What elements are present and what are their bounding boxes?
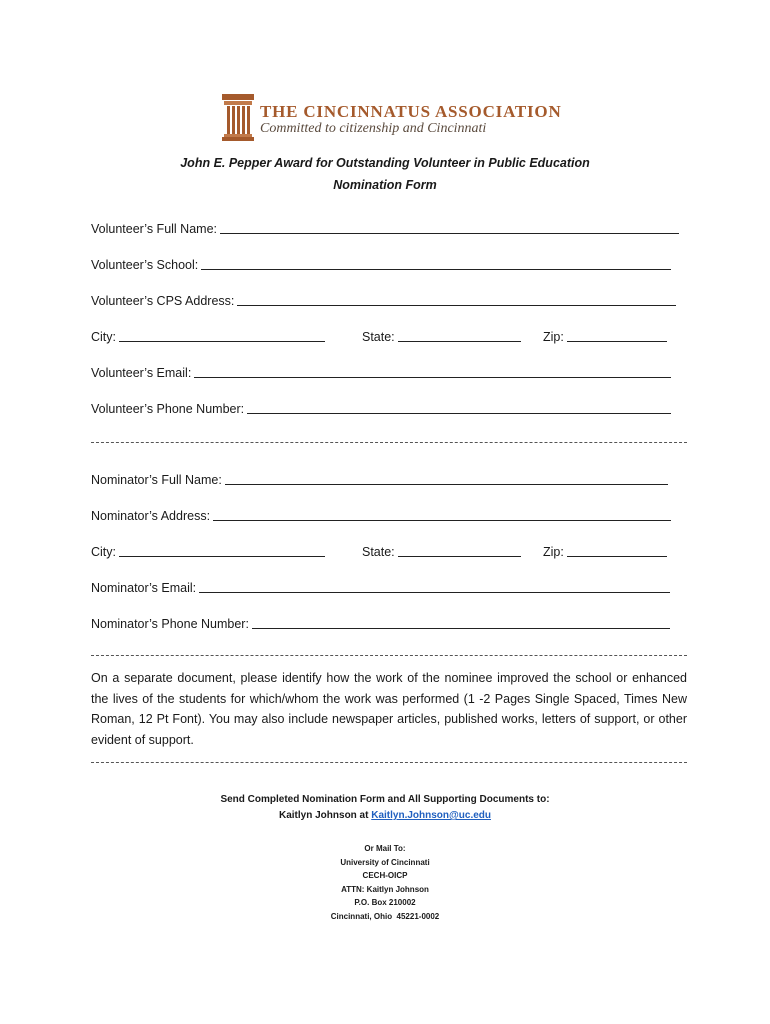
mail-heading: Or Mail To: — [364, 844, 406, 853]
nominator-address-row — [91, 505, 671, 523]
nominator-city-label: City: — [91, 545, 116, 559]
volunteer-full-name-row — [91, 218, 679, 236]
volunteer-phone-field[interactable] — [247, 401, 671, 414]
section-divider — [91, 762, 687, 763]
volunteer-city-row — [91, 326, 325, 344]
volunteer-address-field[interactable] — [237, 293, 676, 306]
mail-line: University of Cincinnati — [340, 857, 430, 867]
section-divider — [91, 655, 687, 656]
volunteer-address-label: Volunteer’s CPS Address: — [91, 294, 235, 308]
volunteer-zip-row — [543, 326, 667, 344]
contact-name: Kaitlyn Johnson at — [279, 810, 369, 821]
nominator-zip-field[interactable] — [567, 544, 667, 557]
nominator-email-field[interactable] — [199, 580, 670, 593]
volunteer-phone-row — [91, 398, 671, 416]
volunteer-address-row — [91, 290, 676, 308]
volunteer-phone-label: Volunteer’s Phone Number: — [91, 402, 245, 416]
nominator-state-row — [362, 541, 521, 559]
volunteer-state-label: State: — [362, 330, 395, 344]
nominator-full-name-label: Nominator’s Full Name: — [91, 473, 222, 487]
volunteer-zip-field[interactable] — [567, 329, 667, 342]
volunteer-email-field[interactable] — [194, 365, 671, 378]
instructions-paragraph: On a separate document, please identify how the work of the nominee improved the school or enhanced the lives of the students for which/whom the work was performed (1 -2 Pages Single Spaced, Times New Roman, 12 Pt Font). You may also include newspaper articles, published works, letters of support, or other evident of support. — [91, 671, 687, 747]
form-title: John E. Pepper Award for Outstanding Volunteer in Public Education — [180, 156, 590, 170]
organization-name: THE CINCINNATUS ASSOCIATION — [260, 102, 562, 121]
organization-tagline: Committed to citizenship and Cincinnati — [260, 121, 487, 136]
nominator-state-field[interactable] — [398, 544, 521, 557]
nominator-state-label: State: — [362, 545, 395, 559]
volunteer-email-label: Volunteer’s Email: — [91, 366, 192, 380]
volunteer-city-label: City: — [91, 330, 116, 344]
nominator-email-row — [91, 577, 670, 595]
nominator-city-row — [91, 541, 325, 559]
mail-line: CECH-OICP — [362, 871, 408, 880]
nominator-address-field[interactable] — [213, 508, 671, 521]
nominator-full-name-row — [91, 469, 668, 487]
section-divider — [91, 442, 687, 443]
nominator-phone-field[interactable] — [252, 616, 670, 629]
volunteer-full-name-label: Volunteer’s Full Name: — [91, 222, 217, 236]
volunteer-state-row — [362, 326, 521, 344]
column-icon — [220, 92, 256, 142]
form-subtitle: Nomination Form — [333, 178, 437, 192]
nominator-address-label: Nominator’s Address: — [91, 509, 211, 523]
mail-address-block — [0, 842, 770, 923]
nominator-phone-row — [91, 613, 670, 631]
volunteer-school-row — [91, 254, 671, 272]
volunteer-city-field[interactable] — [119, 329, 325, 342]
organization-logo — [220, 92, 560, 142]
send-contact-line — [0, 810, 770, 821]
volunteer-full-name-field[interactable] — [220, 221, 679, 234]
volunteer-school-label: Volunteer’s School: — [91, 258, 199, 272]
nominator-phone-label: Nominator’s Phone Number: — [91, 617, 249, 631]
send-instructions: Send Completed Nomination Form and All Supporting Documents to: — [220, 794, 550, 805]
contact-email-link[interactable]: Kaitlyn.Johnson@uc.edu — [371, 810, 491, 821]
volunteer-state-field[interactable] — [398, 329, 521, 342]
nominator-email-label: Nominator’s Email: — [91, 581, 197, 595]
mail-line: ATTN: Kaitlyn Johnson — [341, 884, 429, 894]
mail-line: Cincinnati, Ohio 45221-0002 — [330, 911, 440, 921]
volunteer-email-row — [91, 362, 671, 380]
nominator-full-name-field[interactable] — [225, 472, 668, 485]
nominator-city-field[interactable] — [119, 544, 325, 557]
volunteer-zip-label: Zip: — [543, 330, 564, 344]
volunteer-school-field[interactable] — [201, 257, 671, 270]
nominator-zip-label: Zip: — [543, 545, 564, 559]
mail-line: P.O. Box 210002 — [354, 898, 416, 907]
nominator-zip-row — [543, 541, 667, 559]
